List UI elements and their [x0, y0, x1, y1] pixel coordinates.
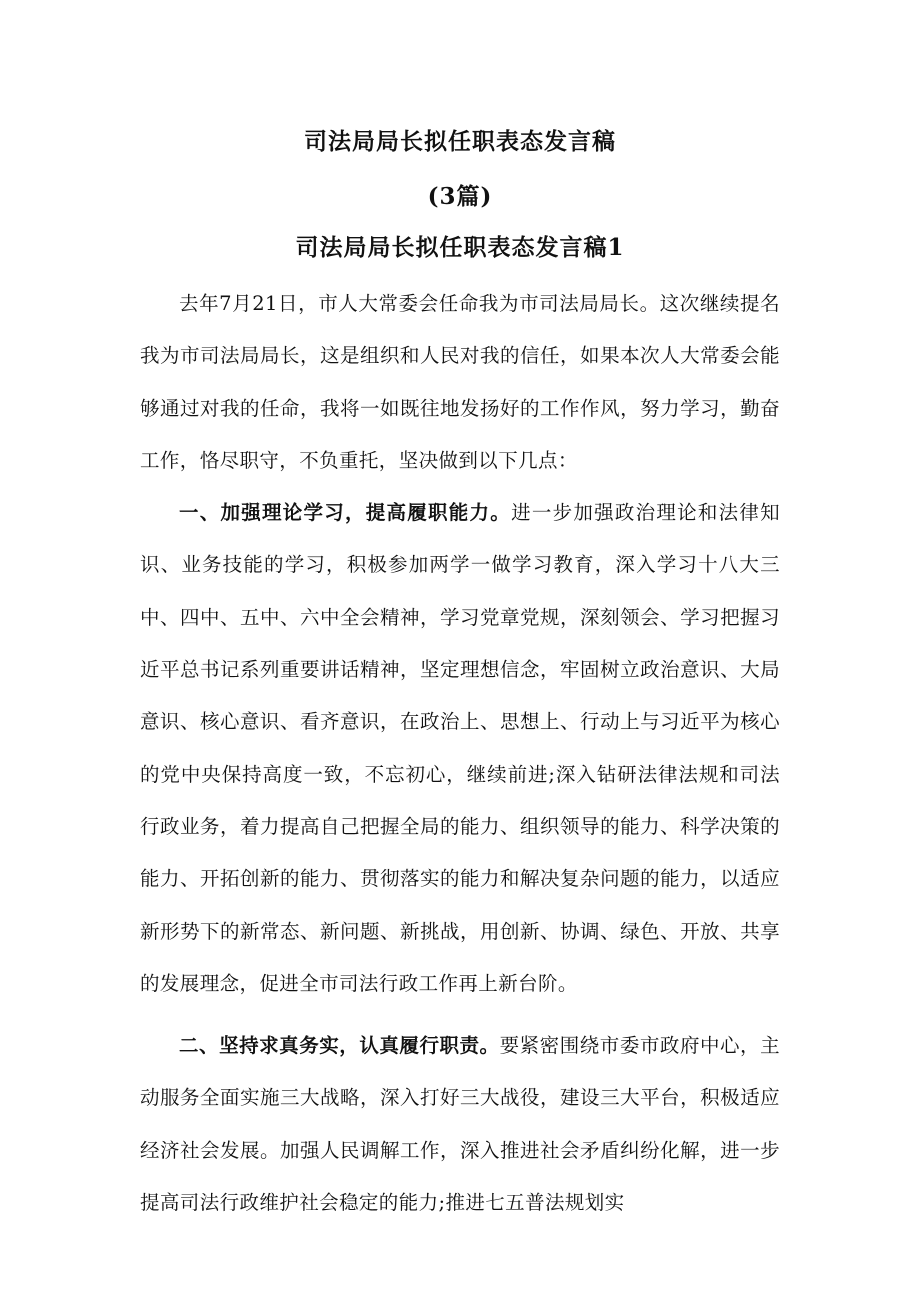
article-title: 司法局局长拟任职表态发言稿1	[295, 234, 625, 261]
document-subtitle: (3篇)	[427, 183, 493, 210]
paragraph-text: 进一步加强政治理论和法律知识、业务技能的学习，积极参加两学一做学习教育，深入学习十八大三中、四中、五中、六中全会精神，学习党章党规，深刻领会、学习把握习近平总书记系列重要讲话精神，坚定理想信念，牢固树立政治意识、大局意识、核心意识、看齐意识，在政治上、思想上、行动上与习近平为核心的党中央保持高度一致，不忘初心，继续前进;深入钻研法律法规和司法行政业务，着力提高自己把握全局的能力、组织领导的能力、科学决策的能力、开拓创新的能力、贯彻落实的能力和解决复杂问题的能力，以适应新形势下的新常态、新问题、新挑战，用创新、协调、绿色、开放、共享的发展理念，促进全市司法行政工作再上新台阶。	[140, 501, 781, 995]
paragraph-intro	[140, 278, 780, 487]
paragraph-text: 去年7月21日，市人大常委会任命我为市司法局局长。这次继续提名我为市司法局局长，这是组织和人民对我的信任，如果本次人大常委会能够通过对我的任命，我将一如既往地发扬好的工作作风，努力学习，勤奋工作，恪尽职守，不负重托，坚决做到以下几点：	[140, 292, 780, 472]
paragraph-section-2	[140, 1020, 780, 1229]
paragraph-text: 要紧密围绕市委市政府中心，主动服务全面实施三大战略，深入打好三大战役，建设三大平台，积极适应经济社会发展。加强人民调解工作，深入推进社会矛盾纠纷化解，进一步提高司法行政维护社会稳定的能力;推进七五普法规划实	[140, 1034, 780, 1215]
paragraph-section-1	[140, 487, 780, 1010]
paragraph-lead: 二、坚持求真务实，认真履行职责。	[179, 1034, 500, 1058]
document-title: 司法局局长拟任职表态发言稿	[304, 128, 616, 155]
paragraph-lead: 一、加强理论学习，提高履职能力。	[179, 501, 512, 525]
document-body	[140, 278, 780, 1229]
